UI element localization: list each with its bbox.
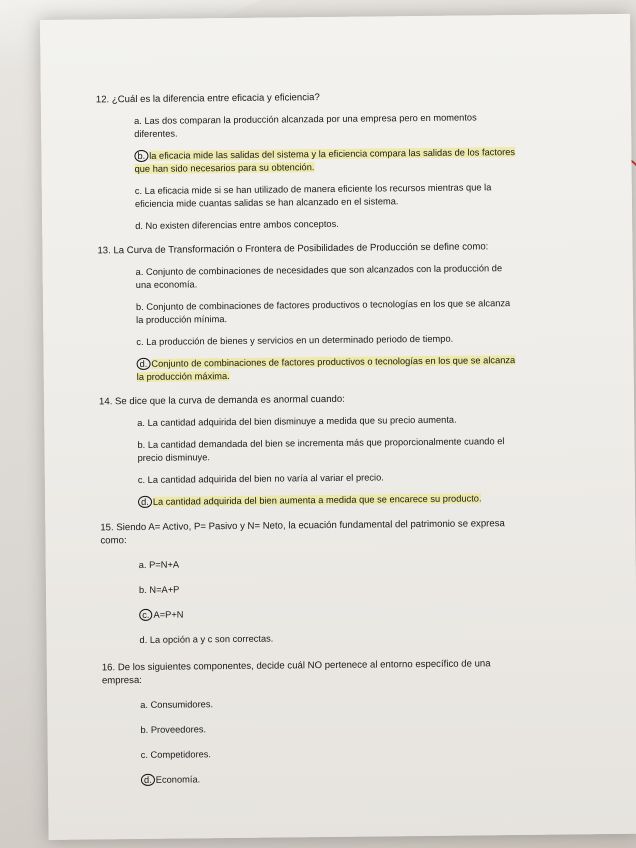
question-title: 14. Se dice que la curva de demanda es anormal cuando: (98, 393, 345, 408)
option-a (139, 555, 521, 572)
option-d (138, 492, 520, 509)
option-letter: c. (137, 474, 146, 486)
option-letter: b. (135, 301, 144, 313)
circled-letter: d. (137, 358, 151, 370)
circled-letter: d. (141, 774, 155, 786)
option-text: Proveedores. (150, 724, 207, 735)
option-letter: d. (135, 220, 143, 232)
option-text: No existen diferencias entre ambos conceptos. (145, 218, 339, 231)
option-text: Consumidores. (150, 699, 214, 710)
option-d (135, 216, 517, 233)
option-letter: a. (140, 699, 148, 710)
option-letter: c. (136, 336, 144, 348)
option-letter: b. (138, 584, 147, 595)
option-d (139, 630, 521, 647)
question-title: 12. ¿Cuál es la diferencia entre eficacia y eficiencia? (95, 92, 320, 106)
option-text: Las dos comparan la producción alcanzada por una empresa pero en momentos diferentes. (134, 112, 477, 140)
circled-letter: d. (138, 496, 152, 508)
option-c (138, 470, 520, 487)
option-letter: c. (134, 185, 143, 197)
option-c (136, 332, 518, 349)
option-text: La cantidad adquirida del bien no varía al variar el precio. (147, 472, 384, 485)
option-d (141, 770, 523, 787)
option-b (139, 580, 521, 597)
option-text: A=P+N (153, 609, 184, 620)
option-b (140, 720, 522, 737)
option-letter: d. (139, 634, 148, 645)
option-text: La cantidad adquirida del bien disminuye a medida que su precio aumenta. (147, 414, 457, 428)
question-title: 16. De los siguientes componentes, decide cuál NO pertenece al entorno específico de una empresa: (101, 658, 491, 687)
option-c (139, 605, 521, 622)
question-15 (100, 517, 521, 647)
option-d (137, 354, 519, 384)
option-text: N=A+P (149, 584, 180, 595)
question-title: 15. Siendo A= Activo, P= Pasivo y N= Neto, la ecuación fundamental del patrimonio se expresa como: (100, 518, 505, 547)
option-letter: a. (138, 559, 147, 570)
question-14 (99, 391, 520, 509)
option-text: La cantidad demandada del bien se incrementa más que proporcionalmente cuando el precio disminuye. (137, 436, 505, 464)
option-c (135, 181, 517, 211)
option-text: Competidores. (150, 749, 212, 760)
option-text: La producción de bienes y servicios en un determinado periodo de tiempo. (146, 333, 454, 347)
option-text: Economía. (155, 774, 201, 785)
option-b (137, 435, 519, 465)
option-b (136, 297, 518, 327)
question-16 (102, 657, 523, 787)
option-c (141, 745, 523, 762)
questions-container (96, 89, 523, 787)
option-letter: a. (137, 417, 146, 429)
question-13 (97, 240, 518, 384)
circled-letter: b. (134, 150, 148, 162)
option-text: La cantidad adquirida del bien aumenta a medida que se encarece su producto. (152, 493, 482, 507)
option-text: P=N+A (149, 559, 180, 570)
circled-letter: c. (139, 609, 152, 621)
question-title: 13. La Curva de Transformación o Frontera de Posibilidades de Producción se define como: (97, 241, 489, 257)
option-text: Conjunto de combinaciones de factores productivos o tecnologías en los que se alcanza la producción mínima. (136, 298, 511, 326)
option-text: Conjunto de combinaciones de factores productivos o tecnologías en los que se alcanza la producción máxima. (136, 355, 516, 383)
question-12 (96, 89, 517, 233)
option-text: Conjunto de combinaciones de necesidades que son alcanzados con la producción de una economía. (135, 263, 503, 291)
option-letter: c. (140, 749, 148, 760)
option-a (134, 111, 516, 141)
option-text: la eficacia mide las salidas del sistema y la eficiencia compara las salidas de los factores que han sido necesarios para su obtención. (134, 147, 516, 175)
option-letter: a. (135, 266, 144, 278)
option-a (140, 695, 522, 712)
option-b (134, 146, 516, 176)
option-letter: a. (134, 115, 142, 127)
option-text: La eficacia mide si se han utilizado de manera eficiente los recursos mientras que la eficiencia mide cuantas salidas se han alcanzado en el sistema. (134, 182, 492, 210)
exam-page (40, 14, 636, 840)
option-letter: b. (140, 724, 149, 735)
option-a (137, 413, 519, 430)
option-a (136, 262, 518, 292)
option-letter: b. (137, 439, 146, 451)
option-text: La opción a y c son correctas. (149, 633, 274, 645)
